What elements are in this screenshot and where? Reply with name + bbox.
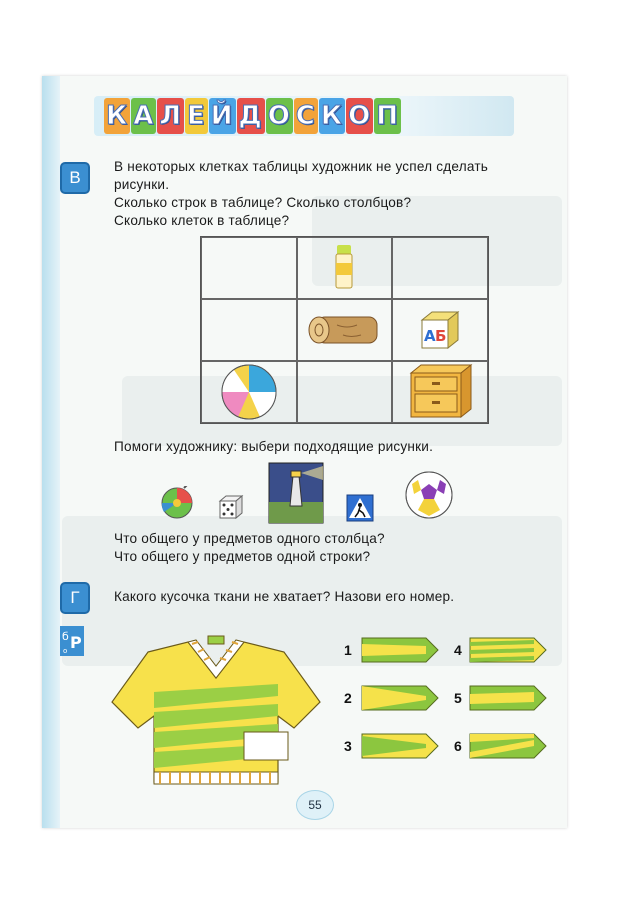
cube-letter: А: [424, 327, 436, 345]
fabric-option-5[interactable]: [468, 684, 548, 712]
title-letter: К: [319, 98, 345, 134]
small-ball-icon[interactable]: [160, 486, 194, 520]
title-letter: Д: [237, 98, 265, 134]
table-cell: [297, 299, 393, 361]
task-line: Сколько строк в таблице? Сколько столбцов?: [114, 195, 412, 210]
table-cell: [297, 361, 393, 423]
log-icon: [307, 311, 381, 349]
nightstand-icon: [405, 363, 475, 421]
page-margin-strip: [42, 76, 60, 828]
title-letter: Е: [185, 98, 208, 134]
fabric-option-4[interactable]: [468, 636, 548, 664]
glue-stick-icon: [333, 245, 355, 291]
table-cell: [392, 299, 488, 361]
section-badge-v: В: [60, 162, 90, 194]
fabric-question: Какого кусочка ткани не хватает? Назови его номер.: [114, 589, 455, 604]
svg-text:о: о: [63, 647, 68, 655]
table-cell: [201, 361, 297, 423]
task-line: рисунки.: [114, 177, 170, 192]
table-cell: [201, 237, 297, 299]
dice-icon[interactable]: [218, 494, 244, 520]
pedestrian-sign-icon[interactable]: [346, 494, 374, 522]
title-letter: О: [266, 98, 293, 134]
help-text: Помоги художнику: выбери подходящие рисунки.: [114, 439, 434, 454]
beach-ball-icon: [220, 363, 278, 421]
svg-text:б: б: [62, 630, 69, 643]
table-cell: [392, 237, 488, 299]
section-badge-g: Г: [60, 582, 90, 614]
task-line: В некоторых клетках таблицы художник не успел сделать: [114, 159, 489, 174]
table-cell: [297, 237, 393, 299]
page-number: 55: [296, 790, 334, 820]
fabric-option-6[interactable]: [468, 732, 548, 760]
letter-cube-icon: [418, 308, 462, 352]
missing-patch: [244, 732, 288, 760]
fabric-option-1[interactable]: [360, 636, 440, 664]
title-letter: О: [346, 98, 373, 134]
option-number: 3: [344, 738, 352, 754]
textbook-page: [42, 76, 567, 828]
fabric-option-3[interactable]: [360, 732, 440, 760]
title-letter: С: [294, 98, 318, 134]
option-number: 2: [344, 690, 352, 706]
question-line: Что общего у предметов одного столбца?: [114, 531, 385, 546]
table-cell: [392, 361, 488, 423]
title-letter: К: [104, 98, 130, 134]
option-number: 6: [454, 738, 462, 754]
title-letter: Л: [157, 98, 184, 134]
option-number: 1: [344, 642, 352, 658]
reading-icon: [60, 626, 84, 656]
fabric-option-2[interactable]: [360, 684, 440, 712]
title-letter: Й: [209, 98, 236, 134]
picture-table: [200, 236, 489, 424]
cube-letter: Б: [435, 327, 447, 345]
option-number: 5: [454, 690, 462, 706]
svg-text:Р: Р: [70, 633, 82, 652]
sweater-picture: [108, 632, 324, 802]
soccer-ball-icon[interactable]: [404, 470, 454, 520]
option-number: 4: [454, 642, 462, 658]
title-letter: А: [131, 98, 156, 134]
table-cell: [201, 299, 297, 361]
task-line: Сколько клеток в таблице?: [114, 213, 290, 228]
page-title: [104, 98, 402, 134]
question-line: Что общего у предметов одной строки?: [114, 549, 371, 564]
title-letter: П: [374, 98, 401, 134]
lighthouse-icon[interactable]: [268, 462, 324, 524]
